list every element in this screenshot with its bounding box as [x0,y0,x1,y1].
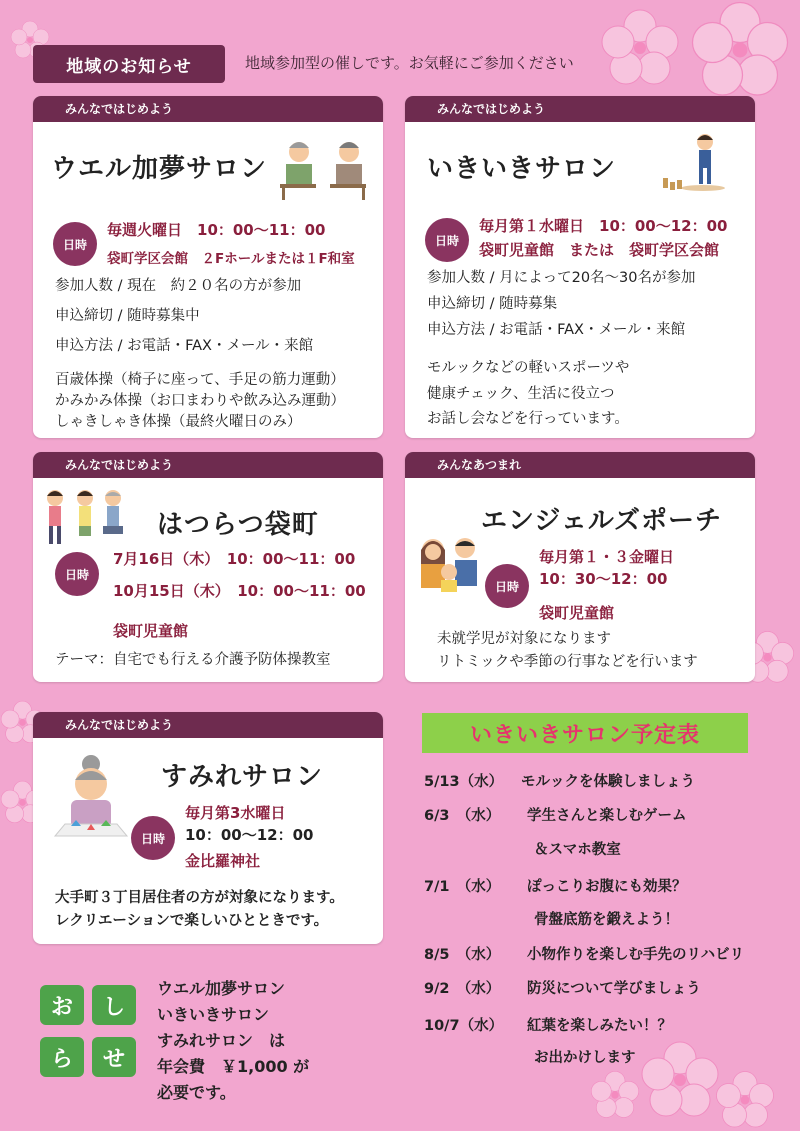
elderly-people-sitting-illustration [276,134,376,200]
activity-line: 百歳体操（椅子に座って、手足の筋力運動） [55,372,345,388]
activity-line: しゃきしゃき体操（最終火曜日のみ） [55,414,302,430]
datetime-badge: 日時 [53,222,97,266]
place-text: 袋町児童館 [539,604,615,622]
notice-line: すみれサロン は [157,1031,286,1050]
date-text: 10月15日（木） 10：00～11：00 [113,582,366,600]
schedule-event: 骨盤底筋を鍛えよう！ [534,912,679,928]
card-ikiiki-salon [405,96,755,438]
schedule-text: 毎月第3水曜日 [185,804,286,822]
card-title: いきいきサロン [427,154,617,184]
oshirase-char-box: せ [92,1037,136,1077]
info-line: 大手町３丁目居住者の方が対象になります。 [55,890,344,906]
schedule-date: 8/5 （水） [424,947,501,963]
card-title: ウエル加夢サロン [51,154,268,184]
family-illustration [413,534,485,596]
info-line: リトミックや季節の行事などを行います [437,654,698,670]
schedule-date: 5/13（水） [424,774,504,790]
info-line: 参加人数 / 月によって20名～30名が参加 [427,270,696,286]
flower-icon [590,1070,640,1120]
datetime-badge: 日時 [131,816,175,860]
flower-icon [690,0,790,100]
card-category-bar: みんなあつまれ [405,452,755,478]
info-line: 申込締切 / 随時募集 [427,296,558,312]
date-text: 7月16日（木） 10：00～11：00 [113,550,356,568]
card-category-bar: みんなではじめよう [405,96,755,122]
notice-line: 必要です。 [157,1083,236,1102]
info-line: レクリエーションで楽しいひとときです。 [55,913,329,929]
card-category-bar: みんなではじめよう [33,96,383,122]
card-title: エンジェルズポーチ [481,506,723,536]
activity-line: 健康チェック、生活に役立つ [427,386,615,402]
card-wel-salon [33,96,383,438]
info-line: 参加人数 / 現在 約２０名の方が参加 [55,278,302,294]
card-category-bar: みんなではじめよう [33,452,383,478]
activity-line: かみかみ体操（お口まわりや飲み込み運動） [55,393,345,409]
schedule-date: 6/3 （水） [424,808,501,824]
notice-line: ウエル加夢サロン [157,979,286,998]
activity-line: モルックなどの軽いスポーツや [427,360,630,376]
schedule-text: 毎月第１・３金曜日 [539,548,675,566]
time-text: 10：30～12：00 [539,570,668,588]
schedule-event: モルックを体験しましょう [521,774,695,790]
flower-icon [640,1040,720,1120]
schedule-text: 毎月第１水曜日 10：00～12：00 [479,217,728,235]
schedule-event: お出かけします [534,1050,636,1066]
molkky-player-illustration [655,130,745,200]
datetime-badge: 日時 [485,564,529,608]
schedule-date: 10/7（水） [424,1018,504,1034]
section-title: 地域のお知らせ [33,45,225,83]
origami-grandmother-illustration [51,752,131,844]
schedule-table-title: いきいきサロン予定表 [422,713,748,753]
schedule-event: 紅葉を楽しみたい！？ [527,1018,672,1034]
place-text: 金比羅神社 [185,852,261,870]
card-category-bar: みんなではじめよう [33,712,383,738]
schedule-event: ＆スマホ教室 [534,842,621,858]
schedule-event: 防災について学びましょう [527,981,701,997]
card-angels-porch [405,452,755,682]
info-line: 申込方法 / お電話・FAX・メール・来館 [55,338,314,354]
card-title: はつらつ袋町 [157,510,319,540]
time-text: 10：00～12：00 [185,826,314,844]
place-text: 袋町児童館 [113,622,189,640]
schedule-text: 毎週火曜日 10：00～11：00 [107,221,326,239]
exercise-group-illustration [39,484,129,550]
notice-line: いきいきサロン [157,1005,270,1024]
oshirase-char-box: し [92,985,136,1025]
place-text: 袋町児童館 または 袋町学区会館 [479,241,720,259]
flower-icon [600,8,680,88]
section-description: 地域参加型の催しです。お気軽にご参加ください [245,54,574,72]
schedule-event: 小物作りを楽しむ手先のリハビリ [527,947,745,963]
card-title: すみれサロン [161,762,324,792]
info-line: 申込締切 / 随時募集中 [55,308,200,324]
notice-line: 年会費 ￥1,000 が [157,1057,310,1076]
info-line: 未就学児が対象になります [437,631,611,647]
card-sumire-salon [33,712,383,944]
schedule-event: ぽっこりお腹にも効果？ [527,879,687,895]
theme-text: テーマ：自宅でも行える介護予防体操教室 [55,652,331,668]
place-text: 袋町学区会館 ２Fホールまたは１F和室 [107,251,355,267]
datetime-badge: 日時 [425,218,469,262]
oshirase-char-box: ら [40,1037,84,1077]
schedule-date: 9/2 （水） [424,981,501,997]
info-line: 申込方法 / お電話・FAX・メール・来館 [427,322,686,338]
card-hatsuratsu [33,452,383,682]
oshirase-char-box: お [40,985,84,1025]
schedule-date: 7/1 （水） [424,879,501,895]
schedule-event: 学生さんと楽しむゲーム [527,808,687,824]
flower-icon [715,1070,775,1130]
datetime-badge: 日時 [55,552,99,596]
activity-line: お話し会などを行っています。 [427,411,629,427]
